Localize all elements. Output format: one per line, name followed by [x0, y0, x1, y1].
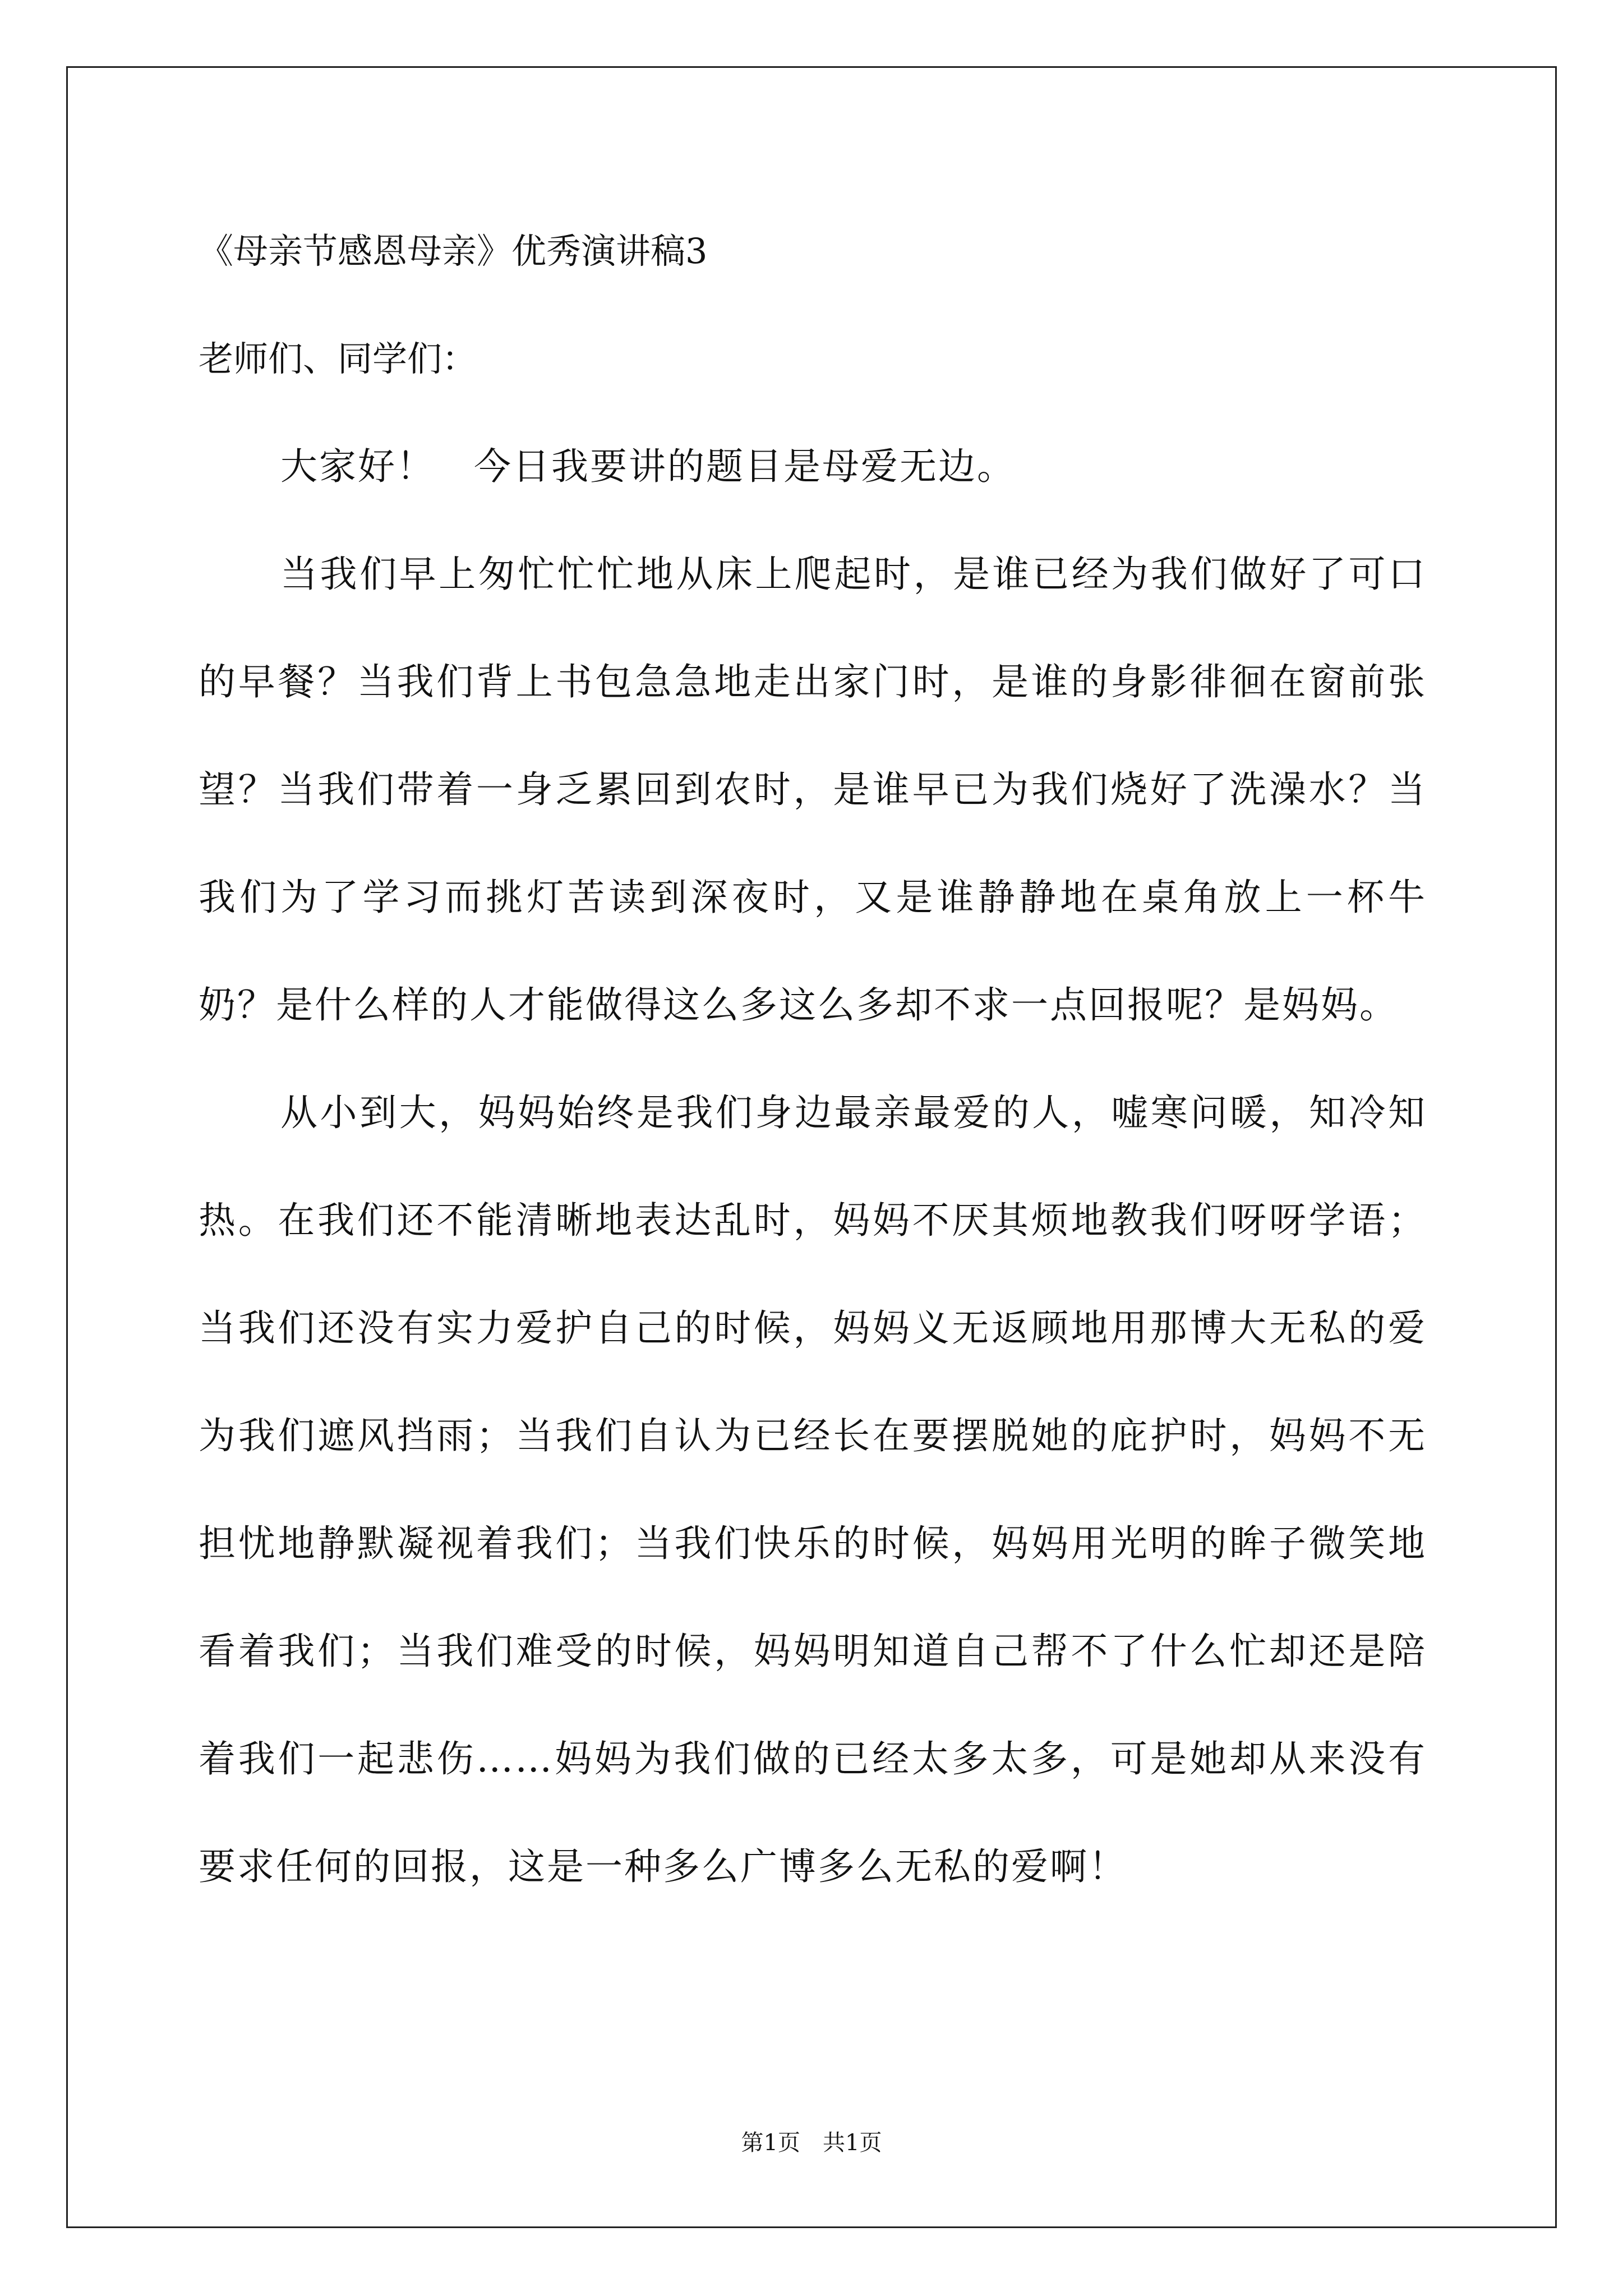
paragraph-growing-up: 从小到大，妈妈始终是我们身边最亲最爱的人，嘘寒问暖，知冷知热。在我们还不能清晰地表达乱时，妈妈不厌其烦地教我们呀呀学语；当我们还没有实力爱护自己的时候，妈妈义无返顾地用那博大无私的爱为我们遮风挡雨；当我们自认为已经长在要摆脱她的庇护时，妈妈不无担忧地静默凝视着我们；当我们快乐的时候，妈妈用光明的眸子微笑地看着我们；当我们难受的时候，妈妈明知道自己帮不了什么忙却还是陪着我们一起悲伤……妈妈为我们做的已经太多太多，可是她却从来没有要求任何的回报，这是一种多么广博多么无私的爱啊！ [199, 1091, 1427, 1888]
document-body [199, 224, 1427, 1921]
paragraph-greeting: 大家好！ 今日我要讲的题目是母爱无边。 [280, 445, 1016, 488]
document-title: 《母亲节感恩母亲》优秀演讲稿3 [199, 231, 708, 272]
page-number: 第1页 共1页 [741, 2130, 882, 2156]
paragraph-morning: 当我们早上匆忙忙忙地从床上爬起时，是谁已经为我们做好了可口的早餐？当我们背上书包急急地走出家门时，是谁的身影徘徊在窗前张望？当我们带着一身乏累回到农时，是谁早已为我们烧好了洗澡水？当我们为了学习而挑灯苦读到深夜时，又是谁静静地在桌角放上一杯牛奶？是什么样的人才能做得这么多这么多却不求一点回报呢？是妈妈。 [199, 553, 1427, 1027]
salutation: 老师们、同学们： [199, 338, 477, 379]
